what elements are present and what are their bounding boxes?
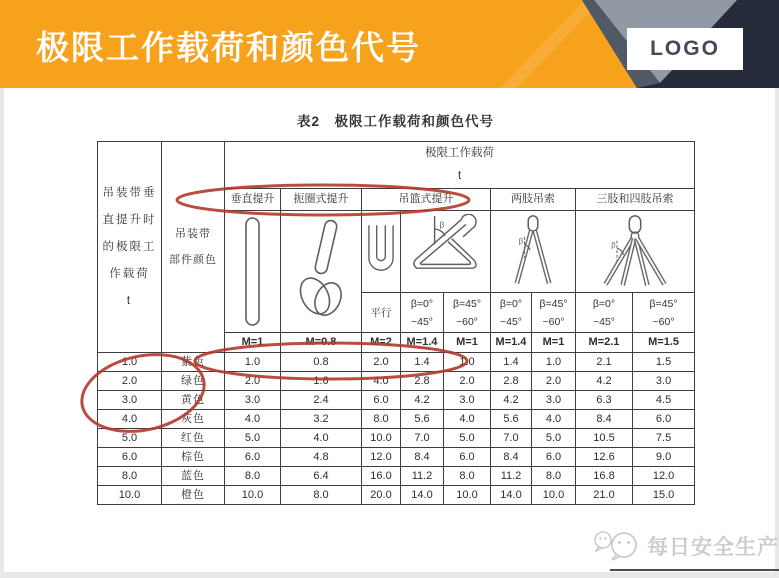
cell-value: 2.4: [281, 391, 362, 410]
cell-value: 6.3: [576, 391, 633, 410]
m-value: M=1: [444, 333, 491, 353]
cell-value: 0.8: [281, 353, 362, 372]
cell-load: 2.0: [98, 372, 162, 391]
table-row: [98, 429, 695, 448]
banner-streak: [500, 0, 602, 88]
load-color-table: [97, 141, 695, 505]
cell-value: 21.0: [576, 486, 633, 505]
page-title: 极限工作载荷和颜色代号: [36, 29, 421, 66]
cell-value: 6.0: [532, 448, 576, 467]
cell-value: 4.2: [491, 391, 532, 410]
m-value: M=2.1: [576, 333, 633, 353]
m-value: M=1.4: [491, 333, 532, 353]
sub-beta-45-60: β=45° ~60°: [444, 293, 491, 333]
header-basket-lift: 吊篮式提升: [362, 189, 491, 211]
cell-color: 灰色: [162, 410, 225, 429]
cell-value: 12.6: [576, 448, 633, 467]
cell-value: 10.0: [362, 429, 401, 448]
cell-value: 4.0: [444, 410, 491, 429]
cell-value: 3.0: [444, 391, 491, 410]
cell-load: 5.0: [98, 429, 162, 448]
cell-value: 5.0: [532, 429, 576, 448]
cell-value: 8.0: [281, 486, 362, 505]
sub-beta-45-60: β=45° ~60°: [633, 293, 695, 333]
cell-value: 4.0: [281, 429, 362, 448]
m-value: M=2: [362, 333, 401, 353]
cell-value: 8.0: [444, 467, 491, 486]
cell-value: 11.2: [401, 467, 444, 486]
watermark-divider: [610, 569, 779, 571]
cell-value: 16.8: [576, 467, 633, 486]
cell-value: 2.8: [491, 372, 532, 391]
cell-value: 8.4: [576, 410, 633, 429]
header-col2: 吊装带 部件颜色: [162, 142, 225, 353]
cell-value: 12.0: [362, 448, 401, 467]
table-row: [98, 372, 695, 391]
wechat-icon: [591, 529, 643, 563]
cell-color: 黄色: [162, 391, 225, 410]
cell-value: 2.0: [362, 353, 401, 372]
cell-load: 3.0: [98, 391, 162, 410]
cell-value: 1.0: [444, 353, 491, 372]
cell-value: 10.0: [225, 486, 281, 505]
cell-color: 绿色: [162, 372, 225, 391]
logo-box: [627, 28, 743, 70]
cell-value: 4.0: [225, 410, 281, 429]
basket-angle-icon: [401, 211, 491, 293]
cell-value: 3.2: [281, 410, 362, 429]
cell-value: 3.0: [633, 372, 695, 391]
cell-value: 4.0: [362, 372, 401, 391]
header-multi-leg: 三肢和四肢吊索: [576, 189, 695, 211]
svg-text:β: β: [438, 218, 444, 229]
m-value: M=1.4: [401, 333, 444, 353]
cell-value: 2.1: [576, 353, 633, 372]
logo-text: LOGO: [650, 37, 720, 60]
title-banner: [0, 0, 779, 88]
cell-load: 8.0: [98, 467, 162, 486]
m-value: M=0.8: [281, 333, 362, 353]
svg-text:β: β: [518, 235, 524, 245]
cell-value: 14.0: [491, 486, 532, 505]
cell-value: 7.5: [633, 429, 695, 448]
m-value: M=1: [532, 333, 576, 353]
cell-value: 7.0: [401, 429, 444, 448]
table-row: [98, 410, 695, 429]
sub-beta-0-45: β=0° ~45°: [576, 293, 633, 333]
svg-text:β: β: [611, 239, 616, 249]
cell-value: 8.0: [225, 467, 281, 486]
choke-lift-icon: [281, 211, 362, 333]
cell-value: 12.0: [633, 467, 695, 486]
cell-value: 3.0: [532, 391, 576, 410]
cell-color: 橙色: [162, 486, 225, 505]
sub-beta-0-45: β=0° ~45°: [491, 293, 532, 333]
two-leg-sling-icon: [491, 211, 576, 293]
header-col1: 吊装带垂 直提升时 的极限工 作载荷 t: [98, 142, 162, 353]
cell-load: 10.0: [98, 486, 162, 505]
cell-value: 7.0: [491, 429, 532, 448]
cell-value: 3.0: [225, 391, 281, 410]
cell-value: 5.0: [444, 429, 491, 448]
cell-value: 14.0: [401, 486, 444, 505]
cell-value: 10.0: [444, 486, 491, 505]
cell-value: 2.8: [401, 372, 444, 391]
m-value: M=1.5: [633, 333, 695, 353]
cell-color: 红色: [162, 429, 225, 448]
cell-load: 1.0: [98, 353, 162, 372]
cell-value: 6.0: [633, 410, 695, 429]
cell-color: 蓝色: [162, 467, 225, 486]
cell-value: 5.6: [491, 410, 532, 429]
cell-value: 6.0: [362, 391, 401, 410]
table-row: [98, 448, 695, 467]
cell-value: 1.0: [225, 353, 281, 372]
sub-beta-45-60: β=45° ~60°: [532, 293, 576, 333]
cell-value: 4.0: [532, 410, 576, 429]
cell-value: 6.0: [444, 448, 491, 467]
cell-value: 1.6: [281, 372, 362, 391]
table-row: [98, 353, 695, 372]
cell-value: 8.0: [362, 410, 401, 429]
cell-value: 1.0: [532, 353, 576, 372]
cell-value: 2.0: [444, 372, 491, 391]
basket-parallel-icon: [362, 211, 401, 293]
cell-value: 10.0: [532, 486, 576, 505]
cell-value: 8.0: [532, 467, 576, 486]
cell-value: 20.0: [362, 486, 401, 505]
cell-value: 4.2: [576, 372, 633, 391]
cell-value: 6.4: [281, 467, 362, 486]
watermark-text: 每日安全生产: [647, 536, 779, 559]
cell-value: 8.4: [491, 448, 532, 467]
sub-parallel: 平行: [362, 293, 401, 333]
cell-value: 4.8: [281, 448, 362, 467]
cell-value: 4.5: [633, 391, 695, 410]
cell-load: 4.0: [98, 410, 162, 429]
cell-value: 11.2: [491, 467, 532, 486]
m-value: M=1: [225, 333, 281, 353]
cell-load: 6.0: [98, 448, 162, 467]
cell-value: 5.6: [401, 410, 444, 429]
cell-value: 6.0: [225, 448, 281, 467]
header-vertical-lift: 垂直提升: [225, 189, 281, 211]
cell-value: 4.2: [401, 391, 444, 410]
header-choke-lift: 扼圈式提升: [281, 189, 362, 211]
cell-color: 棕色: [162, 448, 225, 467]
cell-value: 1.4: [491, 353, 532, 372]
cell-value: 15.0: [633, 486, 695, 505]
cell-value: 5.0: [225, 429, 281, 448]
watermark: [591, 529, 779, 563]
cell-value: 8.4: [401, 448, 444, 467]
four-leg-sling-icon: [576, 211, 695, 293]
table-row: [98, 467, 695, 486]
table-row: [98, 391, 695, 410]
cell-value: 2.0: [225, 372, 281, 391]
cell-value: 1.4: [401, 353, 444, 372]
cell-value: 16.0: [362, 467, 401, 486]
table-caption: 表2 极限工作载荷和颜色代号: [296, 114, 494, 129]
table-header-row-1: [98, 142, 695, 189]
table-row: [98, 486, 695, 505]
cell-value: 2.0: [532, 372, 576, 391]
header-two-leg: 两肢吊索: [491, 189, 576, 211]
cell-value: 10.5: [576, 429, 633, 448]
cell-color: 紫色: [162, 353, 225, 372]
header-load-limit: 极限工作载荷 t: [225, 142, 695, 189]
sub-beta-0-45: β=0° ~45°: [401, 293, 444, 333]
vertical-lift-icon: [225, 211, 281, 333]
cell-value: 1.5: [633, 353, 695, 372]
cell-value: 9.0: [633, 448, 695, 467]
